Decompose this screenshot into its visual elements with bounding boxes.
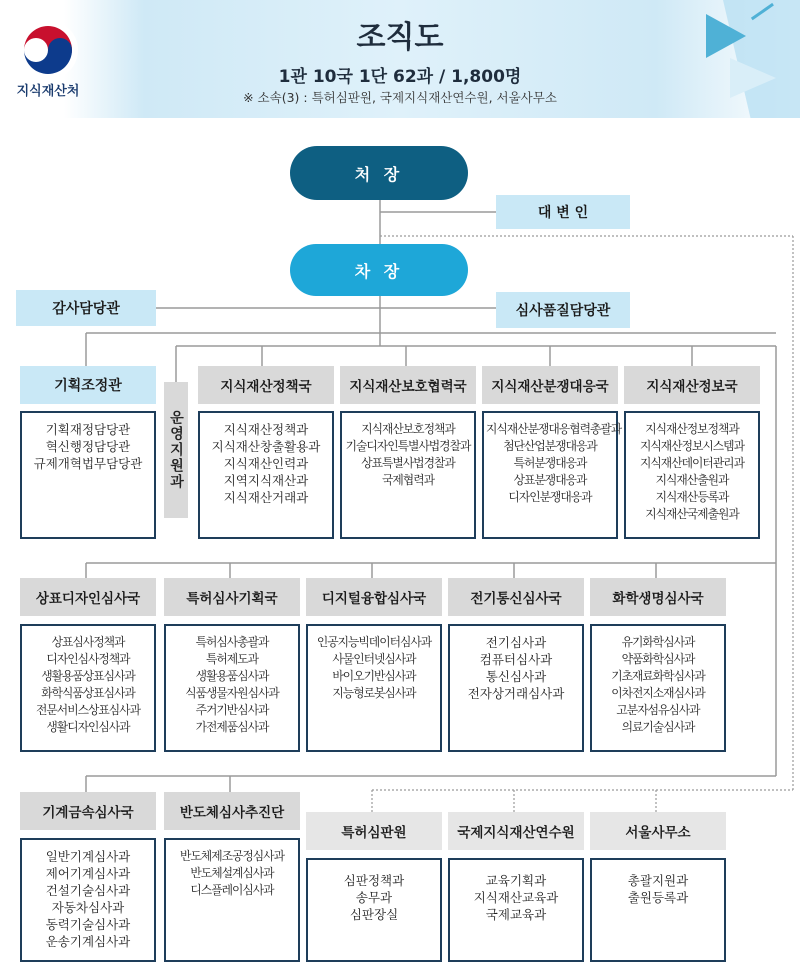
- division-item: 생활용품상표심사과: [41, 669, 135, 683]
- division-item: 출원등록과: [627, 890, 689, 905]
- division-item: 약품화학심사과: [621, 652, 695, 666]
- division-item: 지식재산인력과: [223, 456, 309, 471]
- dept-box: [590, 624, 726, 752]
- division-item: 반도체제조공정심사과: [180, 849, 284, 863]
- division-item: 생활용품심사과: [195, 669, 269, 683]
- division-item: 주거기반심사과: [195, 703, 269, 717]
- dept-header: 지식재산정보국: [624, 366, 760, 404]
- division-item: 국제협력과: [382, 473, 434, 487]
- commissioner-node: 처 장: [290, 146, 468, 200]
- dept-box: [198, 411, 334, 539]
- dept-box: [20, 838, 156, 962]
- division-item: 운송기계심사과: [45, 934, 131, 949]
- division-item: 특허분쟁대응과: [513, 456, 587, 470]
- division-item: 첨단산업분쟁대응과: [503, 439, 597, 453]
- division-item: 인공지능빅데이터심사과: [316, 635, 432, 649]
- division-item: 디자인심사정책과: [46, 652, 130, 666]
- division-item: 지식재산출원과: [655, 473, 729, 487]
- quality-node: 심사품질담당관: [496, 292, 630, 328]
- dept-header: 반도체심사추진단: [164, 792, 300, 830]
- affiliate-box: [448, 858, 584, 962]
- dept-box: [20, 624, 156, 752]
- affiliate-box: [306, 858, 442, 962]
- division-item: 제어기계심사과: [45, 866, 131, 881]
- division-item: 지식재산보호정책과: [361, 422, 455, 436]
- deputy-node: 차 장: [290, 244, 468, 296]
- division-item: 반도체설계심사과: [190, 866, 274, 880]
- affiliate-box: [590, 858, 726, 962]
- dept-header: 기계금속심사국: [20, 792, 156, 830]
- division-item: 교육기획과: [485, 873, 547, 888]
- division-item: 동력기술심사과: [45, 917, 131, 932]
- division-item: 송무과: [355, 890, 393, 905]
- division-item: 특허심사총괄과: [195, 635, 269, 649]
- dept-header: 지식재산분쟁대응국: [482, 366, 618, 404]
- division-item: 이차전지소재심사과: [611, 686, 705, 700]
- division-item: 화학식품상표심사과: [41, 686, 135, 700]
- division-item: 가전제품심사과: [195, 720, 269, 734]
- page-subtitle: 1관 10국 1단 62과 / 1,800명: [278, 67, 522, 87]
- division-item: 식품생물자원심사과: [185, 686, 279, 700]
- dept-header: 상표디자인심사국: [20, 578, 156, 616]
- division-item: 지능형로봇심사과: [332, 686, 416, 700]
- division-item: 지식재산등록과: [655, 490, 729, 504]
- division-item: 전기심사과: [485, 635, 547, 650]
- division-item: 지식재산교육과: [473, 890, 559, 905]
- division-item: 총괄지원과: [627, 873, 689, 888]
- page-note: ※ 소속(3) : 특허심판원, 국제지식재산연수원, 서울사무소: [243, 90, 557, 105]
- ops-support-node: 운영지원과: [164, 382, 188, 518]
- spokesperson-node: 대 변 인: [496, 195, 630, 229]
- dept-header: 전기통신심사국: [448, 578, 584, 616]
- dept-header: 지식재산정책국: [198, 366, 334, 404]
- dept-header: 기획조정관: [20, 366, 156, 404]
- division-item: 상표분쟁대응과: [513, 473, 587, 487]
- affiliate-header: 특허심판원: [306, 812, 442, 850]
- dept-header: 디지털융합심사국: [306, 578, 442, 616]
- dept-header: 화학생명심사국: [590, 578, 726, 616]
- dept-box: [482, 411, 622, 539]
- division-item: 지식재산정보시스템과: [640, 439, 744, 453]
- audit-node: 감사담당관: [16, 290, 156, 326]
- division-item: 지식재산거래과: [223, 490, 309, 505]
- logo-text: 지식재산처: [16, 84, 80, 99]
- dept-header: 지식재산보호협력국: [340, 366, 476, 404]
- division-item: 유기화학심사과: [621, 635, 695, 649]
- division-item: 지역지식재산과: [223, 473, 309, 488]
- division-item: 기획재정담당관: [45, 422, 131, 437]
- division-item: 디자인분쟁대응과: [508, 490, 592, 504]
- division-item: 디스플레이심사과: [190, 883, 274, 897]
- affiliate-header: 서울사무소: [590, 812, 726, 850]
- division-item: 일반기계심사과: [45, 849, 131, 864]
- division-item: 통신심사과: [485, 669, 547, 684]
- division-item: 지식재산국제출원과: [645, 507, 739, 521]
- division-item: 규제개혁법무담당관: [33, 456, 143, 471]
- dept-box: [164, 624, 300, 752]
- division-item: 심판장실: [349, 907, 399, 922]
- division-item: 건설기술심사과: [45, 883, 131, 898]
- dept-box: [448, 624, 584, 752]
- division-item: 컴퓨터심사과: [479, 652, 553, 667]
- division-item: 바이오기반심사과: [332, 669, 416, 683]
- division-item: 심판정책과: [343, 873, 405, 888]
- division-item: 전자상거래심사과: [467, 686, 565, 701]
- division-item: 생활디자인심사과: [46, 720, 130, 734]
- affiliate-header: 국제지식재산연수원: [448, 812, 584, 850]
- division-item: 지식재산분쟁대응협력총괄과: [486, 422, 622, 436]
- division-item: 국제교육과: [485, 907, 547, 922]
- dept-box: [306, 624, 442, 752]
- division-item: 전문서비스상표심사과: [36, 703, 140, 717]
- division-item: 혁신행정담당관: [45, 439, 131, 454]
- dept-box: [20, 411, 156, 539]
- division-item: 기초재료화학심사과: [611, 669, 705, 683]
- division-item: 지식재산데이터관리과: [640, 456, 744, 470]
- dept-box: [340, 411, 476, 539]
- page-title: 조직도: [356, 20, 444, 55]
- division-item: 지식재산창출활용과: [211, 439, 321, 454]
- division-item: 상표특별사법경찰과: [361, 456, 455, 470]
- division-item: 고분자섬유심사과: [616, 703, 700, 717]
- division-item: 기술디자인특별사법경찰과: [345, 439, 471, 453]
- dept-box: [164, 838, 300, 962]
- dept-header: 특허심사기획국: [164, 578, 300, 616]
- division-item: 자동차심사과: [51, 900, 125, 915]
- dept-box: [624, 411, 760, 539]
- division-item: 지식재산정보정책과: [645, 422, 739, 436]
- division-item: 사물인터넷심사과: [332, 652, 416, 666]
- division-item: 특허제도과: [206, 652, 258, 666]
- division-item: 의료기술심사과: [621, 720, 695, 734]
- division-item: 상표심사정책과: [51, 635, 125, 649]
- division-item: 지식재산정책과: [223, 422, 309, 437]
